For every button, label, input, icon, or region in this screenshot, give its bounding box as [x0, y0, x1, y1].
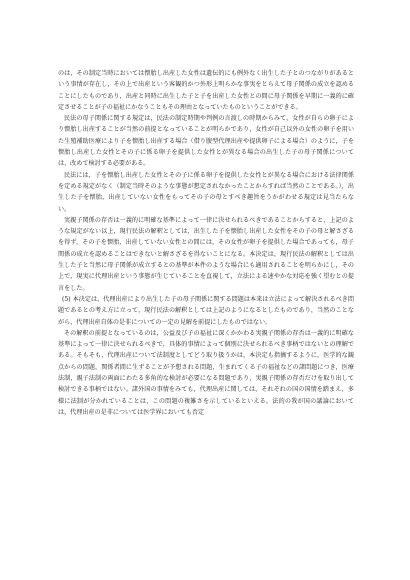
paragraph-mother-child-provisions: 民法の母子関係に関する規定は，民法の制定時期や判例の言渡しの時期からみて，女性が自らの卵子により懐胎し出産することが当然の前提となっていることが明らかであり，女性が自己以外の女性の卵子を用いた生殖補助医療により子を懐胎し出産する場合（借り腹型代理出産や提供卵子による場合）のように，子を懐胎し出産した女性とその子に係る卵子を提供した女性とが異なる場合の出生した子の母子関係については，改めて検討する必要がある。 [58, 115, 354, 168]
paragraph-section-5: (5) 本決定は，代理出産により出生した子の母子関係に関する問題は本来は立法によって解決されるべき問題であるとの考え方に立って，現行民法の解釈としては上記のようになるとしたものであり，当然のことながら，代理出産自体の是非についての一定の見解を前提にしたものではない。 [58, 295, 354, 326]
paragraph-parent-child-criteria: 実親子関係の存否は一義的に明確な基準によって一律に決せられるべきであることからすると，上記のような規定がない以上，現行民法の解釈としては，出生した子を懐胎し出産した女性をその子の母と解さざるを得ず，その子を懐胎，出産していない女性との間には，その女性が卵子を提供した場合であっても，母子関係の成立を認めることはできないと解さざるを得ないことになる。本決定は，現行民法の解釈としては出生した子と当然に母子関係が成立するとの基準が本件のような場合にも適用されることを明らかにし，その上で，現実に代理出産という事態が生じていることを直視して，立法による速やかな対応を強く望むとの提言をした。 [58, 216, 354, 292]
paragraph-interpretation-premise: その解釈の前提となっているのは，公益及び子の福祉に深くかかわる実親子関係の存否は一義的に明確な基準によって一律に決せられるべきで，具体的事情によって個別に決せられるべき事柄ではないとの理解である。そもそも，代理出産について法制度としてどう取り扱うかは，本決定も指摘するように，医学的な観点からの問題，関係者間に生ずることが予想される問題，生まれてくる子の福祉などの諸問題につき，医療法制，親子法制の両面にわたる多角的な検討が必要になる問題であり，実親子関係の存否だけを取り出して検討できる事柄ではない。諸外国の事情をみても，代理出産に関しては，それぞれの国の国情を踏まえ，多様に法制が分かれていることは，この問題の複雑さを示しているといえる。法的の我が国の議論においては，代理出産の是非については医学界においても否定 [58, 329, 354, 416]
paragraph-civil-code-no-provision: 民法には，子を懐胎し出産した女性とその子に係る卵子を提供した女性とが異なる場合における法律関係を定める規定がなく（制定当時そのような事態が想定されなかったことからすれば当然のことである。），出生した子を懐胎，出産していない女性をもってその子の母とすべき趣旨をうかがわせる規定は見当たらない。 [58, 171, 354, 213]
paragraph-continuation: のは，その制定当時においては懐胎し出産した女性は遺伝的にも例外なく出生した子とのつながりがあるという事情が存在し，その上で出産という客観的かつ外形上明らかな事実をとらえて母子関係の成立を認めることにしたものであり，出産と同時に出生した子と子を出産した女性との間に母子関係を早期に一義的に確定させることが子の福祉にかなうこともその理由となっていたものということができる。 [58, 70, 354, 111]
document-body [58, 68, 354, 418]
